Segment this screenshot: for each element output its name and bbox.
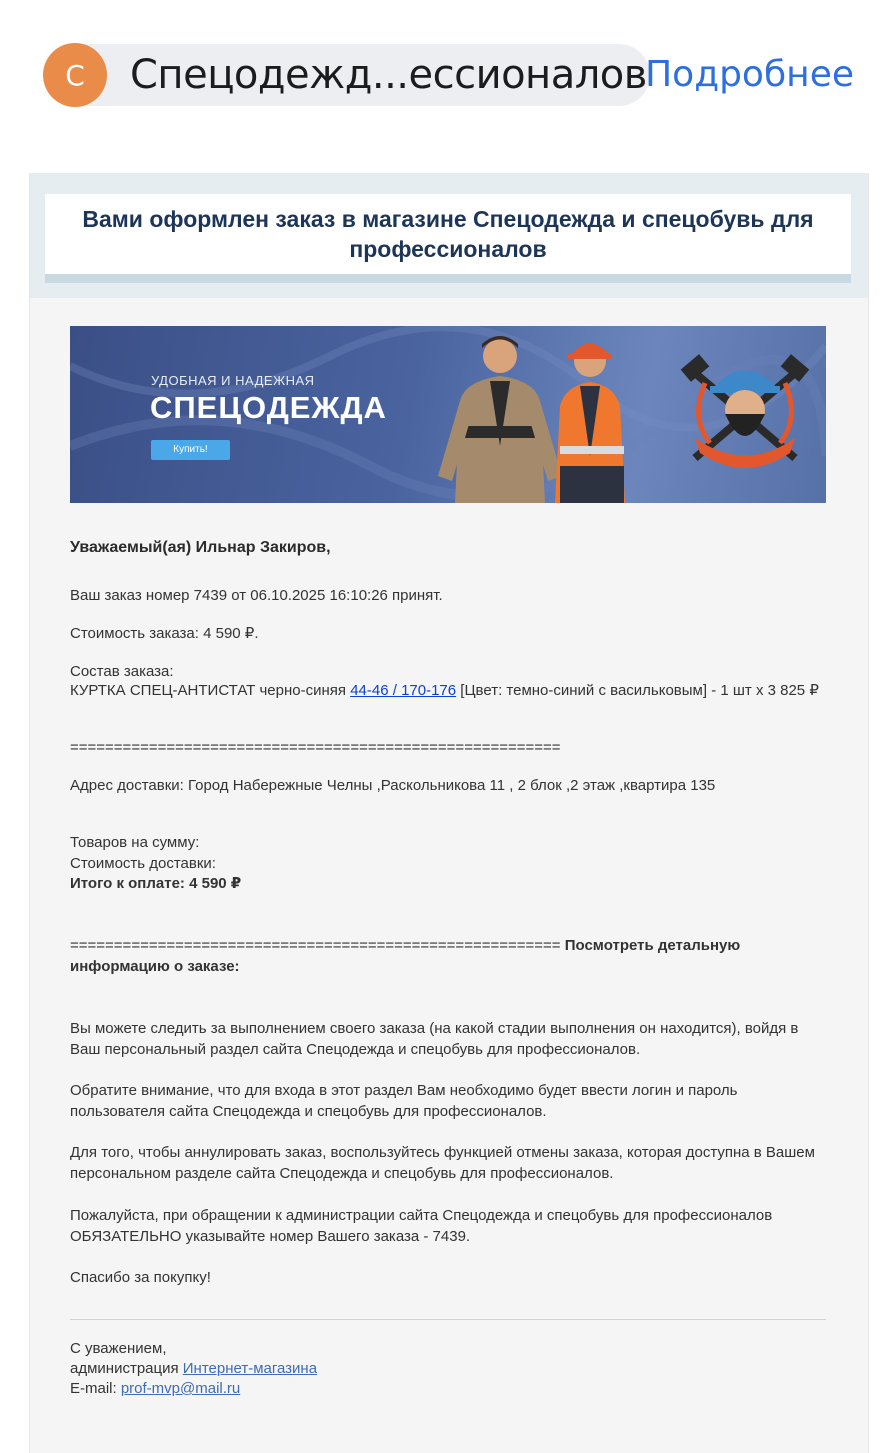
paragraph-cancel: Для того, чтобы аннулировать заказ, воспользуйтесь функцией отмены заказа, которая доступна в Вашем персональном разделе сайта Спецодежда и спецобувь для профессионалов. bbox=[70, 1144, 815, 1182]
delivery-cost: Стоимость доставки: bbox=[70, 855, 216, 872]
separator-line: ======================================================== bbox=[70, 739, 561, 756]
sender-bar bbox=[0, 0, 888, 150]
cost-line: Стоимость заказа: 4 590 ₽. bbox=[70, 625, 259, 642]
paragraph-login: Обратите внимание, что для входа в этот раздел Вам необходимо будет ввести логин и пароль пользователя сайта Спецодежда и спецобувь для профессионалов. bbox=[70, 1082, 738, 1120]
greeting: Уважаемый(ая) Ильнар Закиров, bbox=[70, 539, 331, 556]
sender-avatar[interactable]: С bbox=[43, 43, 107, 107]
header-band bbox=[30, 173, 868, 298]
sender-name[interactable]: Спецодежд...ессионалов bbox=[130, 52, 647, 98]
shop-link[interactable]: Интернет-магазина bbox=[182, 1360, 318, 1377]
shop-logo bbox=[675, 348, 815, 478]
goods-sum: Товаров на сумму: bbox=[70, 834, 200, 851]
thanks-line: Спасибо за покупку! bbox=[70, 1269, 211, 1286]
separator-line-2: ======================================================== bbox=[70, 937, 561, 954]
banner-subtitle: УДОБНАЯ И НАДЕЖНАЯ bbox=[151, 373, 315, 388]
email-link[interactable]: prof-mvp@mail.ru bbox=[120, 1380, 241, 1397]
details-link[interactable]: Подробнее bbox=[645, 54, 854, 95]
regards-line: С уважением, bbox=[70, 1340, 167, 1357]
paragraph-contact: Пожалуйста, при обращении к администрации сайта Спецодежда и спецобувь для профессионалов ОБЯЗАТЕЛЬНО указывайте номер Вашего заказа - 7439. bbox=[70, 1207, 773, 1245]
email-title: Вами оформлен заказ в магазине Спецодежда и спецобувь для профессионалов bbox=[82, 206, 814, 262]
item-name: КУРТКА СПЕЦ-АНТИСТАТ черно-синяя bbox=[70, 682, 351, 699]
delivery-address: Адрес доставки: Город Набережные Челны ,Раскольникова 11 , 2 блок ,2 этаж ,квартира 135 bbox=[70, 777, 716, 794]
promo-banner[interactable] bbox=[70, 326, 826, 503]
email-line bbox=[70, 1379, 830, 1400]
order-item bbox=[70, 681, 830, 702]
workers-illustration bbox=[420, 326, 670, 503]
email-label: E-mail: bbox=[70, 1380, 121, 1397]
order-details-section bbox=[70, 936, 830, 977]
admin-prefix: администрация bbox=[70, 1360, 183, 1377]
item-details: [Цвет: темно-синий с васильковым] - 1 шт х 3 825 ₽ bbox=[456, 682, 819, 699]
banner-title: СПЕЦОДЕЖДА bbox=[150, 390, 387, 425]
banner-buy-button[interactable]: Купить! bbox=[151, 440, 230, 460]
composition-label: Состав заказа: bbox=[70, 663, 174, 680]
email-body bbox=[29, 173, 869, 1453]
order-details-link-text[interactable]: Посмотреть детальную информацию о заказе: bbox=[70, 937, 741, 975]
footer-divider bbox=[70, 1319, 826, 1320]
item-size-link[interactable]: 44-46 / 170-176 bbox=[350, 682, 457, 699]
admin-line bbox=[70, 1359, 830, 1380]
total-to-pay: Итого к оплате: 4 590 ₽ bbox=[70, 875, 242, 892]
header-box bbox=[45, 194, 851, 283]
order-line: Ваш заказ номер 7439 от 06.10.2025 16:10:26 принят. bbox=[70, 587, 443, 604]
paragraph-tracking: Вы можете следить за выполнением своего заказа (на какой стадии выполнения он находится), войдя в Ваш персональный раздел сайта Спецодежда и спецобувь для профессионалов. bbox=[70, 1020, 799, 1058]
